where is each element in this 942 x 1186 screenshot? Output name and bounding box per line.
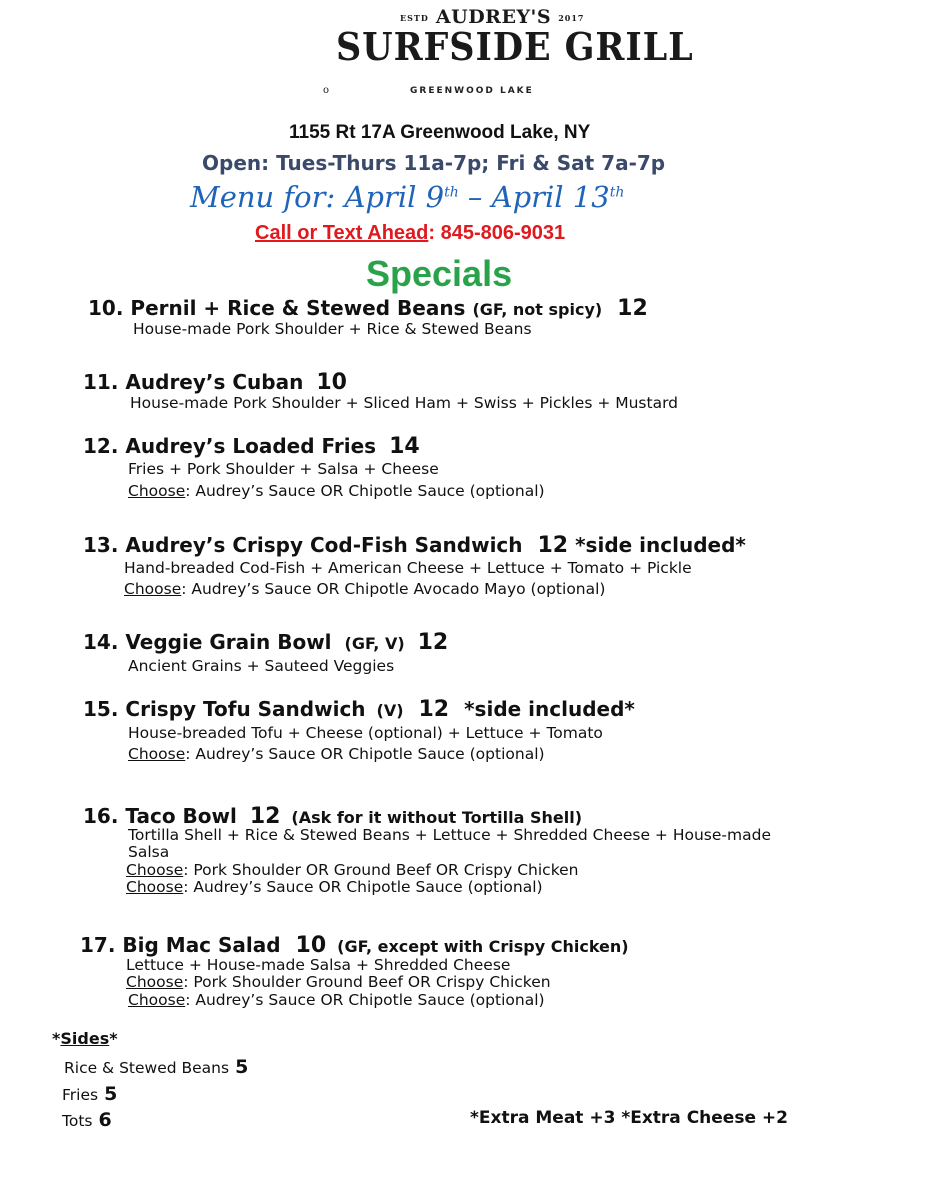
menu-dates	[190, 180, 624, 214]
choose-options: : Pork Shoulder Ground Beef OR Crispy Chicken	[183, 973, 551, 991]
call-ahead-label: Call or Text Ahead	[255, 222, 429, 244]
logo-year: 2017	[558, 13, 585, 23]
item-name: Audrey’s Crispy Cod-Fish Sandwich	[125, 533, 523, 557]
item-choose	[124, 580, 605, 598]
logo-estd: ESTD	[400, 13, 429, 23]
item-price: 12	[617, 296, 648, 321]
item-price: 10	[316, 370, 347, 395]
choose-label: Choose	[126, 861, 184, 879]
side-item	[62, 1083, 117, 1105]
item-price: 12	[417, 630, 449, 655]
item-price: 12	[537, 533, 569, 558]
menu-dates-prefix: Menu for: April 9	[190, 180, 445, 214]
item-name: Audrey’s Cuban	[125, 370, 304, 394]
item-description: House-breaded Tofu + Cheese (optional) + Lettuce + Tomato	[128, 724, 603, 742]
item-number: 16.	[83, 804, 119, 828]
stray-mark: o	[323, 85, 330, 96]
menu-item-title	[83, 533, 746, 558]
choose-options: : Audrey’s Sauce OR Chipotle Avocado Mayo (optional)	[181, 580, 606, 598]
item-name: Big Mac Salad	[122, 933, 281, 957]
menu-item-title	[83, 630, 448, 655]
choose-label: Choose	[124, 580, 182, 598]
menu-dates-sup2: th	[609, 184, 625, 201]
choose-label: Choose	[128, 745, 186, 763]
sides-star-open: *	[52, 1029, 61, 1048]
logo-location: GREENWOOD LAKE	[410, 86, 534, 96]
item-name: Veggie Grain Bowl	[125, 630, 332, 654]
choose-options: : Audrey’s Sauce OR Chipotle Sauce (optional)	[185, 482, 545, 500]
item-description: Hand-breaded Cod-Fish + American Cheese + Lettuce + Tomato + Pickle	[124, 559, 692, 577]
item-price: 10	[295, 933, 327, 958]
menu-item-title	[80, 933, 629, 958]
item-description: Lettuce + House-made Salsa + Shredded Cheese	[126, 956, 511, 974]
menu-dates-sup1: th	[444, 184, 459, 201]
item-number: 11.	[83, 370, 119, 394]
logo-main-title: SURFSIDE GRILL	[336, 24, 694, 69]
side-price: 5	[235, 1056, 249, 1078]
item-choose-2	[128, 991, 545, 1009]
item-price: 14	[389, 434, 420, 459]
choose-options: : Audrey’s Sauce OR Chipotle Sauce (optional)	[185, 745, 545, 763]
side-name: Fries	[62, 1086, 99, 1104]
item-choose	[128, 482, 545, 500]
choose-label: Choose	[126, 878, 184, 896]
sides-heading	[52, 1029, 118, 1048]
item-choose-2	[126, 878, 543, 896]
side-name: Tots	[62, 1112, 93, 1130]
item-extra: *side included*	[575, 533, 746, 557]
item-number: 17.	[80, 933, 116, 957]
item-name: Crispy Tofu Sandwich	[125, 697, 366, 721]
choose-options: : Audrey’s Sauce OR Chipotle Sauce (optional)	[183, 878, 543, 896]
call-ahead-number: : 845-806-9031	[428, 222, 566, 244]
sides-heading-label: Sides	[60, 1029, 110, 1048]
hours: Open: Tues-Thurs 11a-7p; Fri & Sat 7a-7p	[202, 151, 666, 175]
choose-label: Choose	[126, 973, 184, 991]
item-number: 15.	[83, 697, 119, 721]
choose-label: Choose	[128, 482, 186, 500]
item-description: House-made Pork Shoulder + Sliced Ham + Swiss + Pickles + Mustard	[130, 394, 679, 412]
call-ahead	[255, 222, 565, 245]
item-description: Tortilla Shell + Rice & Stewed Beans + Lettuce + Shredded Cheese + House-made Salsa	[128, 826, 771, 861]
menu-dates-middle: – April 13	[458, 180, 610, 214]
item-choose	[126, 861, 578, 879]
item-note: (GF, V)	[344, 634, 405, 653]
item-number: 10.	[88, 296, 124, 320]
item-description: House-made Pork Shoulder + Rice & Stewed Beans	[133, 320, 532, 338]
item-name: Taco Bowl	[125, 804, 237, 828]
item-price: 12	[418, 697, 450, 722]
menu-item-title	[83, 434, 420, 459]
item-number: 14.	[83, 630, 119, 654]
side-item	[62, 1109, 112, 1131]
side-item	[64, 1056, 248, 1078]
extras-note: *Extra Meat +3 *Extra Cheese +2	[470, 1108, 788, 1128]
item-number: 12.	[83, 434, 119, 458]
item-note: (GF, except with Crispy Chicken)	[337, 937, 629, 956]
item-choose	[128, 745, 545, 763]
item-price: 12	[249, 804, 281, 829]
item-choose	[126, 973, 551, 991]
logo-audreys: AUDREY'S	[435, 6, 552, 28]
item-number: 13.	[83, 533, 119, 557]
item-name: Audrey’s Loaded Fries	[125, 434, 377, 458]
item-description: Fries + Pork Shoulder + Salsa + Cheese	[128, 460, 439, 478]
item-name: Pernil + Rice & Stewed Beans	[130, 296, 466, 320]
item-extra: *side included*	[464, 697, 635, 721]
menu-item-title	[83, 370, 347, 395]
specials-heading: Specials	[366, 253, 513, 294]
side-price: 6	[98, 1109, 112, 1131]
choose-options: : Pork Shoulder OR Ground Beef OR Crispy Chicken	[183, 861, 579, 879]
item-note: (GF, not spicy)	[472, 300, 603, 319]
address: 1155 Rt 17A Greenwood Lake, NY	[289, 122, 591, 143]
item-description: Ancient Grains + Sauteed Veggies	[128, 657, 395, 675]
sides-star-close: *	[109, 1029, 118, 1048]
choose-options: : Audrey’s Sauce OR Chipotle Sauce (optional)	[185, 991, 545, 1009]
choose-label: Choose	[128, 991, 186, 1009]
menu-item-title	[88, 296, 648, 321]
item-note: (V)	[376, 701, 404, 720]
menu-item-title	[83, 697, 635, 722]
item-note: (Ask for it without Tortilla Shell)	[291, 808, 583, 827]
side-price: 5	[104, 1083, 118, 1105]
side-name: Rice & Stewed Beans	[64, 1059, 230, 1077]
